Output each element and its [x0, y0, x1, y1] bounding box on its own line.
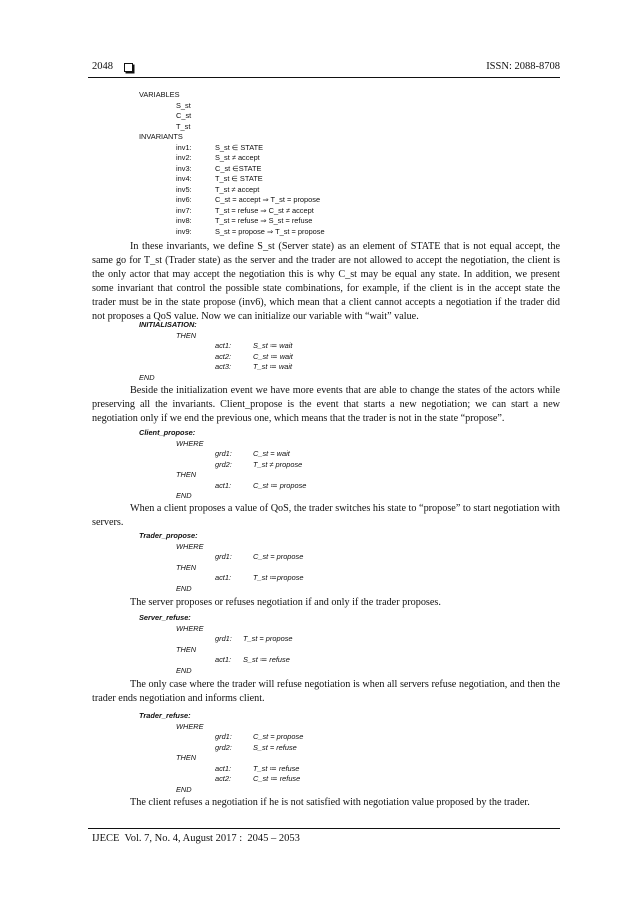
guard-expr: C_st = wait — [253, 449, 290, 458]
page-number: 2048 — [92, 61, 113, 72]
action-expr: T_st ≔ wait — [253, 362, 293, 371]
guard-label: grd2: — [215, 459, 232, 469]
invariant-label: inv4: — [176, 174, 192, 183]
then-keyword: THEN — [176, 562, 197, 572]
invariant-label: inv7: — [176, 205, 192, 215]
invariant-expr: S_st ∈ STATE — [215, 142, 264, 152]
guard-label: grd1: — [215, 634, 232, 643]
invariant-label: inv2: — [176, 153, 192, 162]
guard-expr: C_st = propose — [253, 732, 304, 741]
action-label: act3: — [215, 362, 232, 371]
guard-expr: C_st = propose — [253, 552, 304, 561]
body-paragraph: The server proposes or refuses negotiation if and only if the trader proposes. — [130, 597, 441, 608]
checkbox-square-icon — [124, 63, 133, 72]
action-label: act2: — [215, 351, 232, 361]
action-label: act1: — [215, 480, 232, 490]
invariant-label: inv1: — [176, 142, 192, 152]
action-expr: T_st ≔ refuse — [253, 763, 300, 773]
action-expr: S_st ≔ refuse — [243, 655, 290, 664]
invariant-label: inv3: — [176, 163, 192, 173]
body-paragraph: When a client proposes a value of QoS, the trader switches his state to “propose” to start negotiation with servers. — [92, 503, 560, 528]
guard-label: grd2: — [215, 742, 232, 752]
event-name-server-refuse: Server_refuse: — [139, 613, 191, 622]
action-label: act1: — [215, 655, 232, 664]
then-keyword: THEN — [176, 753, 197, 762]
end-keyword: END — [176, 665, 192, 675]
where-keyword: WHERE — [176, 541, 204, 551]
event-name-client-propose: Client_propose: — [139, 428, 196, 437]
where-keyword: WHERE — [176, 438, 204, 448]
invariant-label: inv8: — [176, 216, 192, 225]
action-label: act1: — [215, 573, 232, 582]
action-label: act1: — [215, 763, 232, 773]
invariant-expr: S_st = propose ⇒ T_st = propose — [215, 226, 325, 236]
where-keyword: WHERE — [176, 623, 204, 633]
event-name-trader-refuse: Trader_refuse: — [139, 711, 191, 720]
where-keyword: WHERE — [176, 721, 204, 731]
body-paragraph: In these invariants, we define S_st (Server state) as an element of STATE that is not equal accept, the same go for T_st (Trader state) as the server and the trader are not allowed to accept the negotiation, the client is the only actor that may accept the negotiation this is why C_st may be equal any state. In addition, we present some invariant that control the possible state combinations, for example, if the client is in the accept state the trader must be in the state propose (inv6), which mean that a client cannot accepts a negotiation if the trader did not proposes a QoS value. Now we can initialize our variable with “wait” value. — [92, 241, 560, 322]
invariant-expr: C_st = accept ⇒ T_st = propose — [215, 195, 321, 204]
end-keyword: END — [176, 784, 192, 794]
guard-label: grd1: — [215, 552, 232, 561]
then-keyword: THEN — [176, 330, 197, 340]
action-expr: C_st ≔ wait — [253, 351, 293, 361]
invariant-expr: C_st ∈STATE — [215, 163, 262, 173]
event-name-initialisation: INITIALISATION: — [139, 320, 197, 329]
body-paragraph: Beside the initialization event we have more events that are able to change the states of the actors while preserving all the invariants. Client_propose is the event that starts a new negotiation; we can start a new negotiation only if we end the previous one, which means that the trader is not in the state “propose”. — [92, 385, 560, 424]
invariant-label: inv5: — [176, 184, 192, 194]
end-keyword: END — [176, 583, 192, 593]
body-paragraph: The only case where the trader will refuse negotiation is when all servers refuse negotiation, and then the trader ends negotiation and informs client. — [92, 679, 560, 704]
guard-label: grd1: — [215, 732, 232, 741]
then-keyword: THEN — [176, 470, 197, 479]
guard-label: grd1: — [215, 449, 232, 458]
guard-expr: T_st = propose — [243, 634, 293, 643]
action-expr: S_st ≔ wait — [253, 341, 293, 350]
variable-item: T_st — [176, 121, 191, 131]
end-keyword: END — [139, 372, 155, 382]
then-keyword: THEN — [176, 644, 197, 654]
guard-expr: T_st ≠ propose — [253, 459, 303, 469]
invariant-label: inv9: — [176, 226, 192, 236]
invariant-expr: T_st = refuse ⇒ S_st = refuse — [215, 216, 313, 225]
end-keyword: END — [176, 491, 192, 500]
event-name-trader-propose: Trader_propose: — [139, 531, 198, 540]
action-expr: C_st ≔ refuse — [253, 774, 301, 783]
action-expr: C_st ≔ propose — [253, 480, 307, 490]
invariant-expr: S_st ≠ accept — [215, 153, 260, 162]
invariant-expr: T_st = refuse ⇒ C_st ≠ accept — [215, 205, 314, 215]
invariant-expr: T_st ≠ accept — [215, 184, 260, 194]
invariant-expr: T_st ∈ STATE — [215, 174, 263, 183]
variables-keyword: VARIABLES — [139, 90, 180, 99]
body-paragraph: The client refuses a negotiation if he is not satisfied with negotiation value proposed by the trader. — [130, 797, 530, 808]
variable-item: C_st — [176, 111, 192, 120]
issn: ISSN: 2088-8708 — [486, 61, 560, 72]
footer-journal: IJECE Vol. 7, No. 4, August 2017 : 2045 – 2053 — [92, 833, 300, 844]
action-expr: T_st ≔propose — [253, 573, 304, 582]
variable-item: S_st — [176, 100, 191, 110]
invariants-keyword: INVARIANTS — [139, 132, 183, 141]
action-label: act1: — [215, 341, 232, 350]
guard-expr: S_st = refuse — [253, 742, 297, 752]
header-rule — [88, 77, 560, 78]
action-label: act2: — [215, 774, 232, 783]
invariant-label: inv6: — [176, 195, 192, 204]
footer-rule — [88, 828, 560, 829]
